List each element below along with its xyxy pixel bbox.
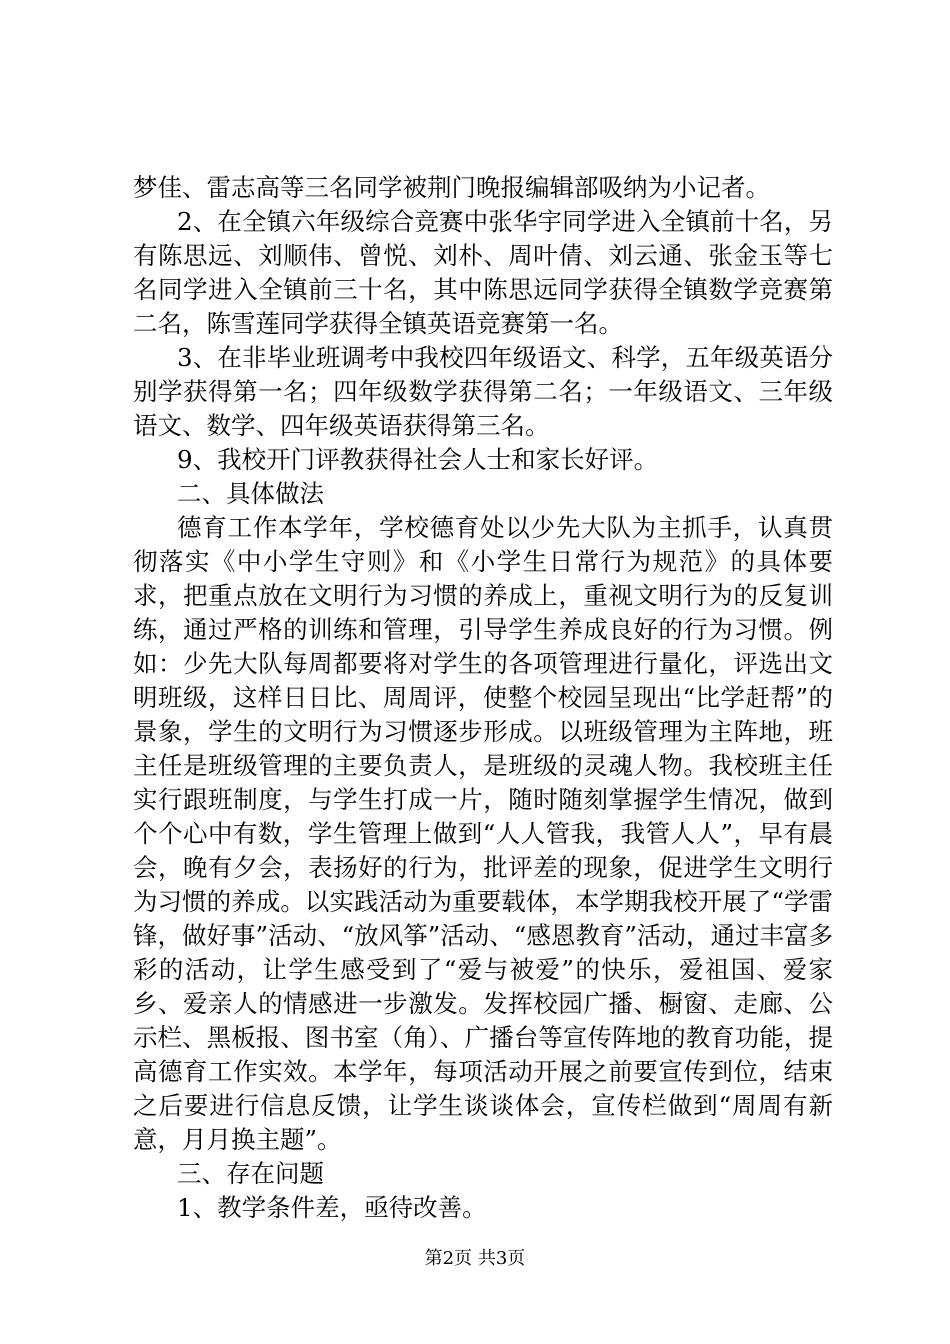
document-body (133, 171, 833, 1225)
section-heading-problems: 三、存在问题 (177, 1159, 324, 1188)
paragraph-problem-1: 1、教学条件差，亟待改善。 (177, 1193, 487, 1222)
paragraph-item-2: 2、在全镇六年级综合竞赛中张华宇同学进入全镇前十名，另有陈思远、刘顺伟、曾悦、刘朴、周叶倩、刘云通、张金玉等七名同学进入全镇前三十名，其中陈思远同学获得全镇数学竞赛第二名，陈雪莲同学获得全镇英语竞赛第一名。 (133, 207, 833, 338)
paragraph-continuation: 梦佳、雷志高等三名同学被荆门晚报编辑部吸纳为小记者。 (133, 173, 770, 202)
section-heading-methods: 二、具体做法 (177, 479, 324, 508)
page-footer: 第2页 共3页 (424, 1248, 526, 1269)
paragraph-item-9: 9、我校开门评教获得社会人士和家长好评。 (177, 445, 659, 474)
paragraph-item-3: 3、在非毕业班调考中我校四年级语文、科学，五年级英语分别学获得第一名；四年级数学获得第二名；一年级语文、三年级语文、数学、四年级英语获得第三名。 (133, 343, 833, 440)
paragraph-moral-education: 德育工作本学年，学校德育处以少先大队为主抓手，认真贯彻落实《中小学生守则》和《小学生日常行为规范》的具体要求，把重点放在文明行为习惯的养成上，重视文明行为的反复训练，通过严格的训练和管理，引导学生养成良好的行为习惯。例如：少先大队每周都要将对学生的各项管理进行量化，评选出文明班级，这样日日比、周周评，使整个校园呈现出“比学赶帮”的景象，学生的文明行为习惯逐步形成。以班级管理为主阵地，班主任是班级管理的主要负责人，是班级的灵魂人物。我校班主任实行跟班制度，与学生打成一片，随时随刻掌握学生情况，做到个个心中有数，学生管理上做到“人人管我，我管人人”，早有晨会，晚有夕会，表扬好的行为，批评差的现象，促进学生文明行为习惯的养成。以实践活动为重要载体，本学期我校开展了“学雷锋，做好事”活动、“放风筝”活动、“感恩教育”活动，通过丰富多彩的活动，让学生感受到了“爱与被爱”的快乐，爱祖国、爱家乡、爱亲人的情感进一步激发。发挥校园广播、橱窗、走廊、公示栏、黑板报、图书室（角）、广播台等宣传阵地的教育功能，提高德育工作实效。本学年，每项活动开展之前要宣传到位，结束之后要进行信息反馈，让学生谈谈体会，宣传栏做到“周周有新意，月月换主题”。 (133, 513, 833, 1154)
